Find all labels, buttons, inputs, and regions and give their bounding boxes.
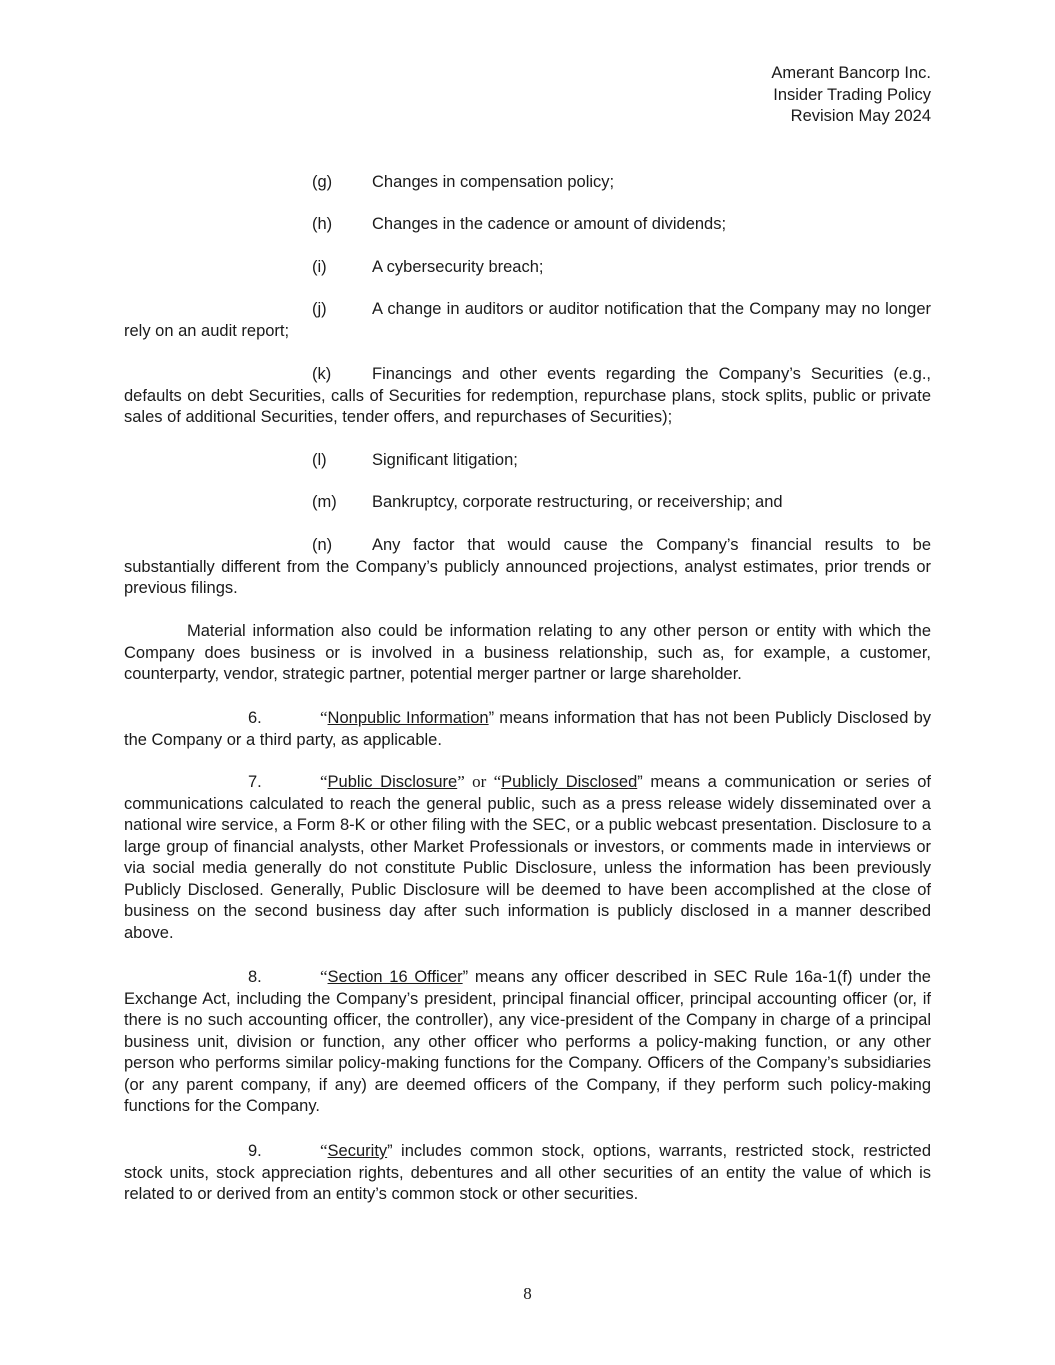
list-item-text: Bankruptcy, corporate restructuring, or receivership; and xyxy=(372,493,783,511)
definition-nonpublic-information xyxy=(124,707,931,751)
defined-term: Public Disclosure xyxy=(327,773,458,791)
list-item-text: Significant litigation; xyxy=(372,451,518,469)
list-item-text: Changes in compensation policy; xyxy=(372,173,615,191)
defined-term: Security xyxy=(327,1142,388,1160)
definition-text: ” means any officer described in SEC Rule 16a-1(f) under the Exchange Act, including the Company’s president, principal financial officer, principal accounting officer (or, if there is no such accounting officer, the controller), any vice-president of the Company in charge of a principal business unit, division or function, any other officer who performs a policy-making function, or any other person who performs similar policy-making functions for the Company. Officers of the Company’s subsidiaries (or any parent company, if any) are deemed officers of the Company, if they perform such policy-making functions for the Company. xyxy=(124,968,931,1115)
open-quote: “ xyxy=(320,967,328,986)
defined-term: Section 16 Officer xyxy=(327,968,463,986)
list-item-label: (l) xyxy=(312,451,327,469)
defined-term-alt: Publicly Disclosed xyxy=(501,773,638,791)
document-header xyxy=(771,63,931,128)
list-item xyxy=(124,535,931,600)
definition-section-16-officer xyxy=(124,966,931,1118)
list-item-label: (j) xyxy=(312,300,327,318)
definition-number: 7. xyxy=(248,773,262,791)
list-item xyxy=(124,299,931,342)
list-item-label: (n) xyxy=(312,536,333,554)
defined-term: Nonpublic Information xyxy=(327,709,489,727)
definition-number: 9. xyxy=(248,1142,262,1160)
definition-public-disclosure xyxy=(124,771,931,944)
definition-text: ” means information that has not been Publicly Disclosed by the Company or a third party, as applicable. xyxy=(124,709,931,749)
definition-text: ” means a communication or series of communications calculated to reach the general public, such as a press release widely disseminated over a national wire service, a Form 8-K or other filing with the SEC, or a public webcast presentation. Disclosure to a large group of financial analysts, other Market Professionals or investors, or comments made in interviews or via social media generally do not constitute Public Disclosure, unless the information has been previously Publicly Disclosed. Generally, Public Disclosure will be deemed to have been accomplished at the close of business on the second business day after such information is publicly disclosed in a manner described above. xyxy=(124,773,931,942)
list-item-text: Changes in the cadence or amount of dividends; xyxy=(372,215,727,233)
list-item-label: (g) xyxy=(312,173,333,191)
list-item-label: (m) xyxy=(312,493,337,511)
term-connector: ” or “ xyxy=(457,772,502,791)
definition-security xyxy=(124,1140,931,1206)
header-revision: Revision May 2024 xyxy=(790,107,931,125)
definition-number: 8. xyxy=(248,968,262,986)
open-quote: “ xyxy=(320,1141,328,1160)
list-item-label: (i) xyxy=(312,258,327,276)
list-item-text: Any factor that would cause the Company’s financial results to be substantially different from the Company’s publicly announced projections, analyst estimates, prior trends or previous filings. xyxy=(124,536,931,597)
definition-number: 6. xyxy=(248,709,262,727)
header-company: Amerant Bancorp Inc. xyxy=(771,64,931,82)
page-number: 8 xyxy=(523,1284,532,1303)
list-item-text: A change in auditors or auditor notification that the Company may no longer rely on an audit report; xyxy=(124,300,931,340)
list-item-text: A cybersecurity breach; xyxy=(372,258,544,276)
open-quote: “ xyxy=(320,772,328,791)
open-quote: “ xyxy=(320,708,328,727)
definition-text: ” includes common stock, options, warrants, restricted stock, restricted stock units, stock appreciation rights, debentures and all other securities of an entity the value of which is related to or derived from an entity’s common stock or other securities. xyxy=(124,1142,931,1203)
list-item xyxy=(124,364,931,429)
list-item-label: (k) xyxy=(312,365,332,383)
header-policy-title: Insider Trading Policy xyxy=(773,85,931,104)
list-item-text: Financings and other events regarding the Company’s Securities (e.g., defaults on debt Securities, calls of Securities for redemption, repurchase plans, stock splits, public or private sales of additional Securities, tender offers, and repurchases of Securities); xyxy=(124,365,931,426)
list-item-label: (h) xyxy=(312,215,333,233)
material-information-paragraph: Material information also could be information relating to any other person or entity with which the Company does business or is involved in a business relationship, such as, for example, a customer, counterparty, vendor, strategic partner, potential merger partner or large shareholder. xyxy=(124,622,931,683)
